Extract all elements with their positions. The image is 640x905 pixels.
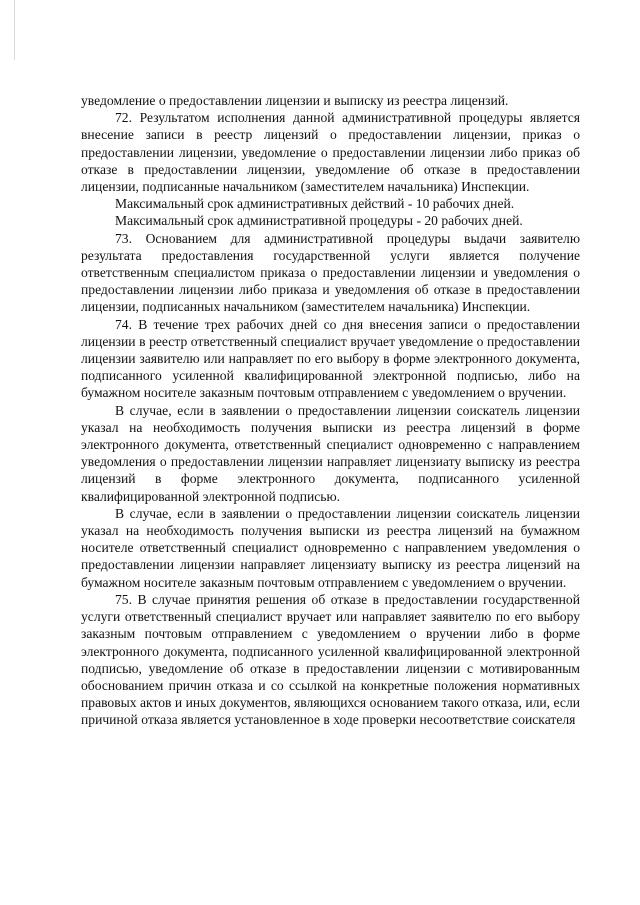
paragraph-paper-extract: В случае, если в заявлении о предоставлении лицензии соискатель лицензии указал на необходимость получения выписки из реестра лицензий на бумажном носителе ответственный специалист одновременно с направлением уведомления о предоставлении лицензии направляет лицензиату выписку из реестра лицензий на бумажном носителе заказным почтовым отправлением с уведомлением о вручении. <box>81 505 580 590</box>
paragraph-75: 75. В случае принятия решения об отказе в предоставлении государственной услуги ответственный специалист вручает или направляет заявителю по его выбору заказным почтовым отправлением с уведомлением о вручении либо в форме электронного документа, подписанного усиленной квалифицированной электронной подписью, уведомление об отказе в предоставлении лицензии с мотивированным обоснованием причин отказа и со ссылкой на конкретные положения нормативных правовых актов и иных документов, являющихся основанием такого отказа, или, если причиной отказа является установленное в ходе проверки несоответствие соискателя <box>81 591 580 728</box>
scan-edge-line <box>14 0 15 60</box>
paragraph-electronic-extract: В случае, если в заявлении о предоставлении лицензии соискатель лицензии указал на необходимость получения выписки из реестра лицензий в форме электронного документа, ответственный специалист одновременно с направлением уведомления о предоставлении лицензии направляет лицензиату выписку из реестра лицензий в форме электронного документа, подписанного усиленной квалифицированной электронной подписью. <box>81 402 580 504</box>
paragraph-73: 73. Основанием для административной процедуры выдачи заявителю результата предоставления государственной услуги является получение ответственным специалистом приказа о предоставлении лицензии и уведомления о предоставлении лицензии либо приказа и уведомления об отказе в предоставлении лицензии, подписанных начальником (заместителем начальника) Инспекции. <box>81 230 580 315</box>
paragraph-72: 72. Результатом исполнения данной административной процедуры является внесение записи в реестр лицензий о предоставлении лицензии, приказ о предоставлении лицензии, уведомление о предоставлении лицензии либо приказ об отказе в предоставлении лицензии, уведомление об отказе в предоставлении лицензии, подписанные начальником (заместителем начальника) Инспекции. <box>81 110 580 195</box>
paragraph-max-actions-term: Максимальный срок административных действий - 10 рабочих дней. <box>115 196 515 212</box>
paragraph-74: 74. В течение трех рабочих дней со дня внесения записи о предоставлении лицензии в реестр ответственный специалист вручает уведомление о предоставлении лицензии заявителю или направляет по его выбору в форме электронного документа, подписанного усиленной квалифицированной электронной подписью, либо на бумажном носителе заказным почтовым отправлением с уведомлением о вручении. <box>81 316 580 401</box>
paragraph-max-procedure-term: Максимальный срок административной процедуры - 20 рабочих дней. <box>115 213 523 229</box>
paragraph-continuation: уведомление о предоставлении лицензии и выписку из реестра лицензий. <box>81 93 509 108</box>
document-body <box>81 92 580 729</box>
